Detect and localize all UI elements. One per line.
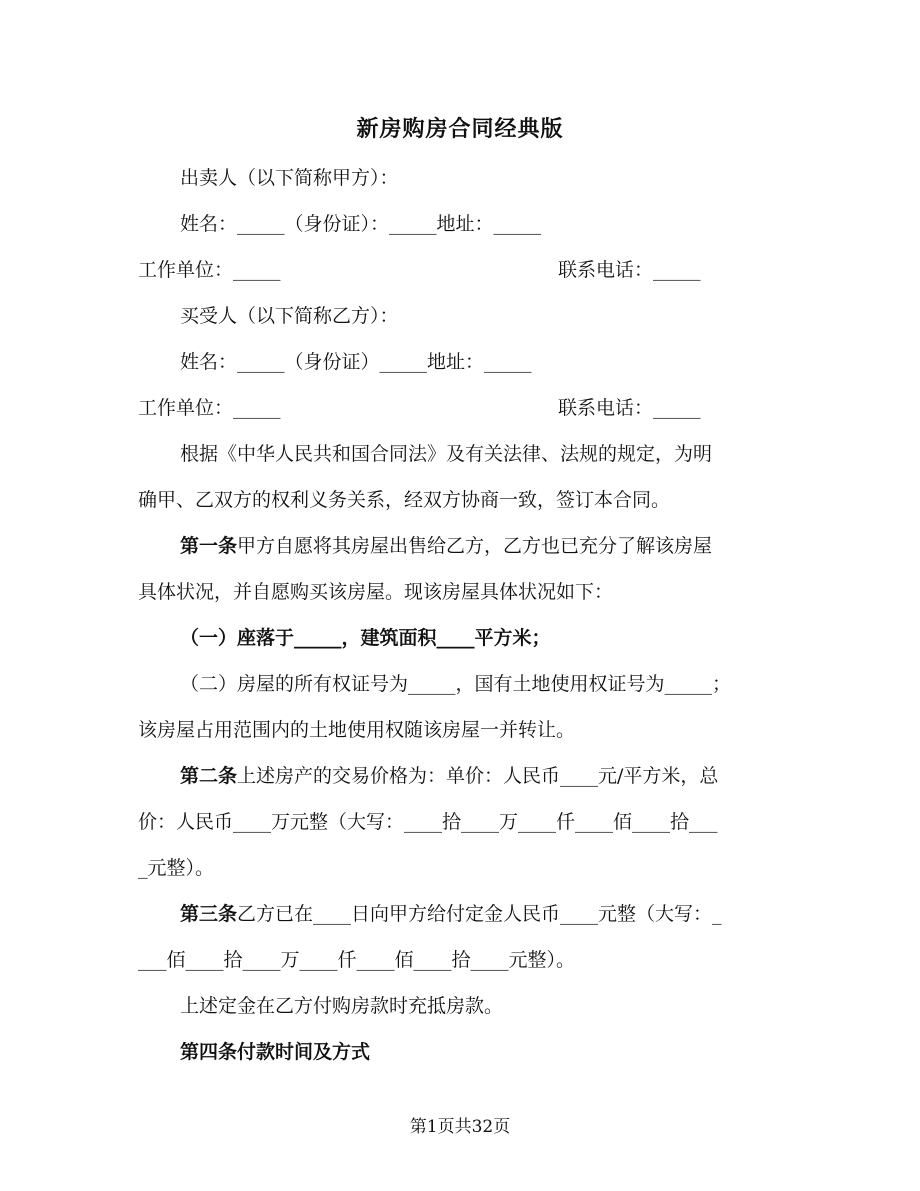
seller-phone: 联系电话：_____ xyxy=(558,259,701,281)
article-1-text: 甲方自愿将其房屋出售给乙方，乙方也已充分了解该房屋 xyxy=(237,535,713,557)
article-2-line-3: _元整）。 xyxy=(138,857,215,879)
intro-line-2: 确甲、乙双方的权利义务关系，经双方协商一致，签订本合同。 xyxy=(138,489,671,511)
intro-line-1: 根据《中华人民共和国合同法》及有关法律、法规的规定，为明 xyxy=(180,443,713,465)
buyer-work-unit: 工作单位：_____ xyxy=(138,397,281,419)
buyer-phone: 联系电话：_____ xyxy=(558,397,701,419)
item-1: （一）座落于_____，建筑面积____平方米； xyxy=(180,627,551,649)
article-1-line-2: 具体状况，并自愿购买该房屋。现该房屋具体状况如下： xyxy=(138,581,614,603)
article-3-label: 第三条 xyxy=(180,903,238,925)
deposit-note: 上述定金在乙方付购房款时充抵房款。 xyxy=(180,995,504,1017)
seller-name-line: 姓名：_____（身份证）：_____地址：_____ xyxy=(180,213,542,235)
item-2-line-2: 该房屋占用范围内的土地使用权随该房屋一并转让。 xyxy=(138,719,576,741)
seller-heading: 出卖人（以下简称甲方）： xyxy=(180,167,399,189)
page-title: 新房购房合同经典版 xyxy=(356,116,564,142)
article-3-text: 乙方已在____日向甲方给付定金人民币____元整（大写：_ xyxy=(237,903,722,925)
article-1-label: 第一条 xyxy=(180,535,238,557)
seller-work-unit: 工作单位：_____ xyxy=(138,259,281,281)
article-2-line-1 xyxy=(180,761,718,791)
item-2-line-1: （二）房屋的所有权证号为_____，国有土地使用权证号为_____； xyxy=(180,673,732,695)
article-2-label: 第二条 xyxy=(180,765,238,787)
page-footer: 第1页共32页 xyxy=(409,1117,511,1137)
article-2-text: 上述房产的交易价格为：单价：人民币____元/平方米，总 xyxy=(237,765,719,787)
buyer-name-line: 姓名：_____（身份证）_____地址：_____ xyxy=(180,351,532,373)
article-4-heading: 第四条付款时间及方式 xyxy=(180,1041,371,1063)
article-3-line-1 xyxy=(180,899,722,929)
article-1-line-1 xyxy=(180,531,712,561)
article-3-line-2: ___佰____拾____万____仟____佰____拾____元整）。 xyxy=(138,949,576,971)
article-2-line-2: 价：人民币____万元整（大写：____拾____万____仟____佰____拾___ xyxy=(138,811,718,833)
buyer-heading: 买受人（以下简称乙方）： xyxy=(180,305,399,327)
